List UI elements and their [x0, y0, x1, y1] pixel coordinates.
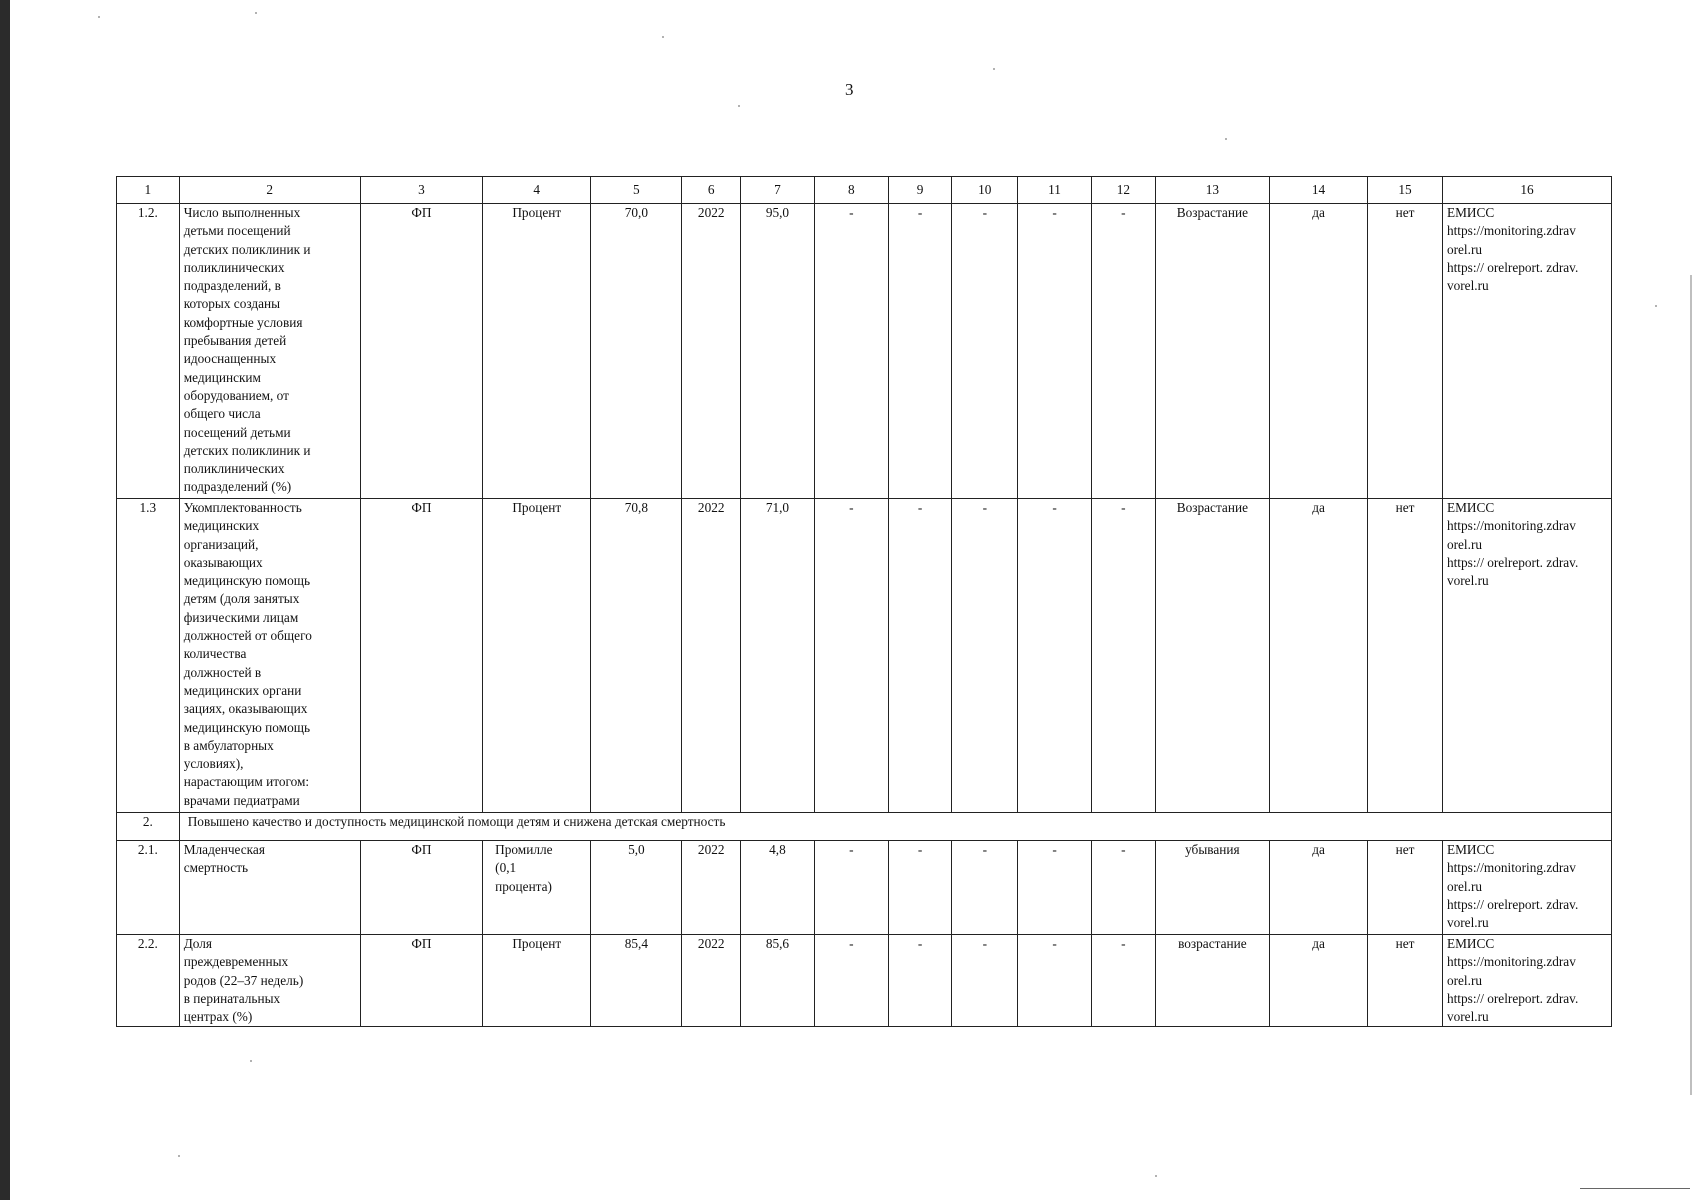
- cell-9: -: [888, 204, 952, 499]
- table-row: [117, 499, 1612, 813]
- row-number: 2.1.: [117, 841, 180, 935]
- table-row: [117, 841, 1612, 935]
- data-source: ЕМИСС https://monitoring.zdrav orel.ru https:// orelreport. zdrav. vorel.ru: [1442, 935, 1611, 1027]
- cell-14: да: [1270, 935, 1368, 1027]
- column-header: 13: [1155, 177, 1269, 204]
- cell-8: -: [814, 499, 888, 813]
- base-value: 70,8: [591, 499, 682, 813]
- column-header: 4: [483, 177, 591, 204]
- indicator-type: ФП: [360, 841, 482, 935]
- base-year: 2022: [682, 935, 741, 1027]
- indicators-table: [116, 176, 1612, 1027]
- trend: Возрастание: [1155, 204, 1269, 499]
- base-year: 2022: [682, 841, 741, 935]
- cell-11: -: [1018, 841, 1092, 935]
- indicator-name: Укомплектованность медицинских организаций, оказывающих медицинскую помощь детям (доля занятых физическими лицам должностей от общего количества должностей в медицинских органи зациях, оказывающих медицинскую помощь в амбулаторных условиях), нарастающим итогом: врачами педиатрами: [179, 499, 360, 813]
- row-number: 2.2.: [117, 935, 180, 1027]
- cell-9: -: [888, 499, 952, 813]
- base-year: 2022: [682, 204, 741, 499]
- column-header: 6: [682, 177, 741, 204]
- target-value: 85,6: [741, 935, 815, 1027]
- scan-speck: [1655, 305, 1657, 307]
- unit: Процент: [483, 499, 591, 813]
- scan-left-border: [0, 0, 10, 1200]
- cell-8: -: [814, 841, 888, 935]
- cell-12: -: [1091, 499, 1155, 813]
- column-header: 12: [1091, 177, 1155, 204]
- table-row: [117, 935, 1612, 1027]
- row-number: 1.3: [117, 499, 180, 813]
- cell-8: -: [814, 204, 888, 499]
- unit: Процент: [483, 935, 591, 1027]
- cell-15: нет: [1368, 935, 1443, 1027]
- cell-12: -: [1091, 935, 1155, 1027]
- scan-speck: [662, 36, 664, 38]
- target-value: 95,0: [741, 204, 815, 499]
- indicator-name: Доля преждевременных родов (22–37 недель) в перинатальных центрах (%): [179, 935, 360, 1027]
- cell-11: -: [1018, 204, 1092, 499]
- scan-speck: [738, 105, 740, 107]
- cell-12: -: [1091, 204, 1155, 499]
- data-source: ЕМИСС https://monitoring.zdrav orel.ru https:// orelreport. zdrav. vorel.ru: [1442, 204, 1611, 499]
- trend: возрастание: [1155, 935, 1269, 1027]
- scan-bottom-mark: [1580, 1188, 1690, 1189]
- column-header: 11: [1018, 177, 1092, 204]
- column-header: 1: [117, 177, 180, 204]
- cell-14: да: [1270, 841, 1368, 935]
- section-number: 2.: [117, 813, 180, 841]
- scan-speck: [993, 68, 995, 70]
- cell-8: -: [814, 935, 888, 1027]
- indicator-type: ФП: [360, 499, 482, 813]
- column-header: 8: [814, 177, 888, 204]
- cell-10: -: [952, 499, 1018, 813]
- page-number: 3: [845, 80, 854, 99]
- cell-15: нет: [1368, 841, 1443, 935]
- scan-right-edge: [1690, 275, 1692, 1095]
- cell-10: -: [952, 841, 1018, 935]
- column-header: 15: [1368, 177, 1443, 204]
- row-number: 1.2.: [117, 204, 180, 499]
- data-source: ЕМИСС https://monitoring.zdrav orel.ru https:// orelreport. zdrav. vorel.ru: [1442, 841, 1611, 935]
- cell-9: -: [888, 935, 952, 1027]
- trend: Возрастание: [1155, 499, 1269, 813]
- cell-14: да: [1270, 499, 1368, 813]
- scan-speck: [250, 1060, 252, 1062]
- section-title: Повышено качество и доступность медицинской помощи детям и снижена детская смертность: [179, 813, 1611, 841]
- column-header: 5: [591, 177, 682, 204]
- column-header: 7: [741, 177, 815, 204]
- table-header-row: [117, 177, 1612, 204]
- cell-14: да: [1270, 204, 1368, 499]
- scan-speck: [1155, 1175, 1157, 1177]
- table-row: [117, 204, 1612, 499]
- target-value: 71,0: [741, 499, 815, 813]
- cell-15: нет: [1368, 204, 1443, 499]
- unit: Промилле (0,1 процента): [483, 841, 591, 935]
- indicator-name: Младенческая смертность: [179, 841, 360, 935]
- indicator-name: Число выполненных детьми посещений детских поликлиник и поликлинических подразделений, в которых созданы комфортные условия пребывания детей идооснащенных медицинским оборудованием, от общего числа посещений детьми детских поликлиник и поликлинических подразделений (%): [179, 204, 360, 499]
- column-header: 3: [360, 177, 482, 204]
- scan-speck: [255, 12, 257, 14]
- column-header: 10: [952, 177, 1018, 204]
- scan-speck: [98, 16, 100, 18]
- cell-10: -: [952, 204, 1018, 499]
- base-year: 2022: [682, 499, 741, 813]
- cell-12: -: [1091, 841, 1155, 935]
- column-header: 14: [1270, 177, 1368, 204]
- indicator-type: ФП: [360, 935, 482, 1027]
- trend: убывания: [1155, 841, 1269, 935]
- data-source: ЕМИСС https://monitoring.zdrav orel.ru https:// orelreport. zdrav. vorel.ru: [1442, 499, 1611, 813]
- base-value: 5,0: [591, 841, 682, 935]
- section-row: [117, 813, 1612, 841]
- cell-11: -: [1018, 935, 1092, 1027]
- base-value: 70,0: [591, 204, 682, 499]
- cell-11: -: [1018, 499, 1092, 813]
- cell-9: -: [888, 841, 952, 935]
- column-header: 9: [888, 177, 952, 204]
- cell-15: нет: [1368, 499, 1443, 813]
- scan-speck: [1225, 138, 1227, 140]
- base-value: 85,4: [591, 935, 682, 1027]
- target-value: 4,8: [741, 841, 815, 935]
- indicator-type: ФП: [360, 204, 482, 499]
- column-header: 2: [179, 177, 360, 204]
- column-header: 16: [1442, 177, 1611, 204]
- unit: Процент: [483, 204, 591, 499]
- scan-speck: [178, 1155, 180, 1157]
- cell-10: -: [952, 935, 1018, 1027]
